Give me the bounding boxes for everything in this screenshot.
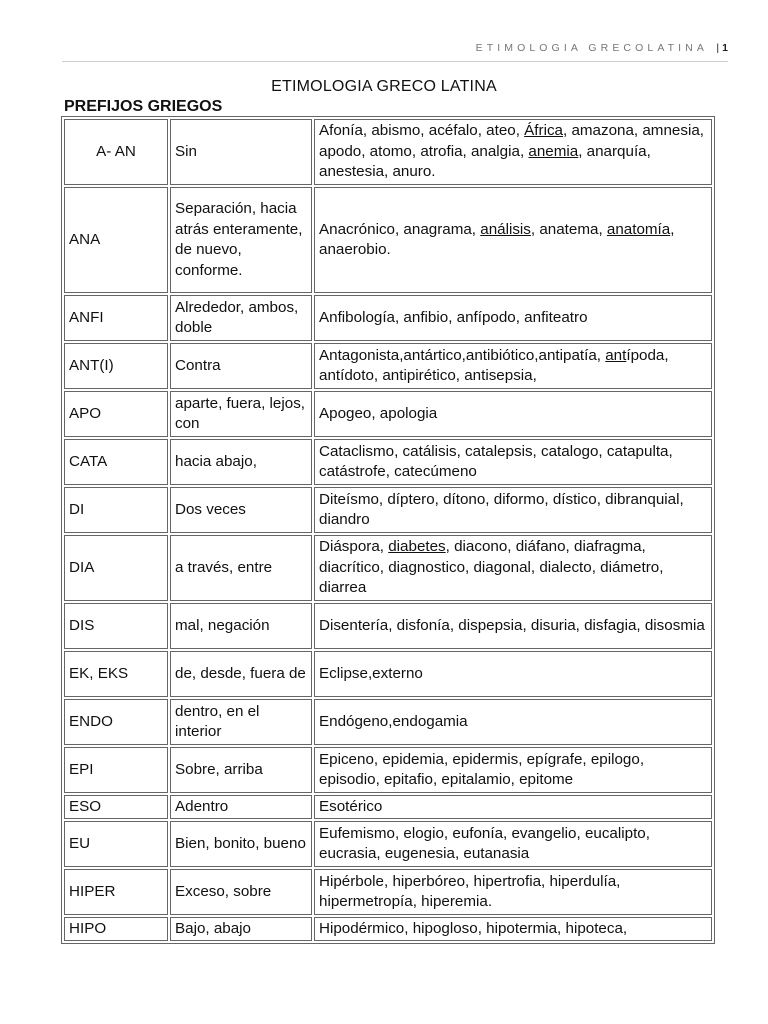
underlined-word: análisis: [480, 220, 531, 238]
examples-cell: [314, 603, 712, 649]
table-row: [64, 119, 712, 185]
table-row: [64, 699, 712, 745]
meaning-cell: a través, entre: [170, 535, 312, 601]
prefix-cell: EU: [64, 821, 168, 867]
examples-cell: [314, 439, 712, 485]
meaning-cell: aparte, fuera, lejos, con: [170, 391, 312, 437]
examples-cell: [314, 343, 712, 389]
examples-text: Eufemismo, elogio, eufonía, evangelio, eucalipto, eucrasia, eugenesia, eutanasia: [319, 824, 650, 862]
header-rule: [62, 61, 728, 62]
examples-text: Esotérico: [319, 797, 383, 815]
meaning-cell: Sin: [170, 119, 312, 185]
table-row: [64, 795, 712, 819]
table-row: [64, 603, 712, 649]
examples-text: Disentería, disfonía, dispepsia, disuria, disfagia, disosmia: [319, 616, 705, 634]
prefixes-table: [61, 116, 715, 944]
meaning-cell: Alrededor, ambos, doble: [170, 295, 312, 341]
table-row: [64, 391, 712, 437]
page-number: 1: [722, 42, 728, 54]
prefix-cell: HIPO: [64, 917, 168, 941]
examples-text: Eclipse,externo: [319, 664, 423, 682]
examples-text: , anarquía, anestesia, anuro.: [319, 142, 651, 181]
examples-text: Cataclismo, catálisis, catalepsis, catalogo, catapulta, catástrofe, catecúmeno: [319, 442, 673, 480]
running-header-separator: |: [716, 42, 720, 54]
examples-text: Epiceno, epidemia, epidermis, epígrafe, epilogo, episodio, epitafio, epitalamio, epitome: [319, 750, 645, 788]
document-title: ETIMOLOGIA GRECO LATINA: [271, 78, 497, 95]
meaning-cell: de, desde, fuera de: [170, 651, 312, 697]
prefix-cell: ANFI: [64, 295, 168, 341]
meaning-cell: Contra: [170, 343, 312, 389]
examples-cell: [314, 487, 712, 533]
prefix-cell: ESO: [64, 795, 168, 819]
prefix-cell: CATA: [64, 439, 168, 485]
meaning-cell: Dos veces: [170, 487, 312, 533]
table-row: [64, 295, 712, 341]
table-row: [64, 439, 712, 485]
examples-text: , anaerobio.: [319, 220, 675, 258]
table-row: [64, 343, 712, 389]
prefix-cell: APO: [64, 391, 168, 437]
examples-text: Hipodérmico, hipogloso, hipotermia, hipoteca,: [319, 919, 628, 937]
prefix-cell: EPI: [64, 747, 168, 793]
prefix-cell: DIS: [64, 603, 168, 649]
prefix-cell: ENDO: [64, 699, 168, 745]
examples-cell: [314, 295, 712, 341]
meaning-cell: dentro, en el interior: [170, 699, 312, 745]
table-row: [64, 535, 712, 601]
prefixes-table-body: [64, 119, 712, 941]
examples-cell: [314, 535, 712, 601]
examples-cell: [314, 651, 712, 697]
prefixes-table-container: [61, 116, 715, 944]
meaning-cell: Exceso, sobre: [170, 869, 312, 915]
table-row: [64, 487, 712, 533]
examples-cell: [314, 869, 712, 915]
prefix-cell: DIA: [64, 535, 168, 601]
meaning-cell: Adentro: [170, 795, 312, 819]
prefix-cell: EK, EKS: [64, 651, 168, 697]
meaning-cell: hacia abajo,: [170, 439, 312, 485]
meaning-cell: Sobre, arriba: [170, 747, 312, 793]
examples-text: Hipérbole, hiperbóreo, hipertrofia, hiperdulía, hipermetropía, hiperemia.: [319, 872, 621, 910]
prefix-cell: DI: [64, 487, 168, 533]
examples-text: , anatema,: [530, 220, 607, 238]
meaning-cell: Bajo, abajo: [170, 917, 312, 941]
examples-text: , amazona, amnesia, apodo, atomo, atrofia, analgia,: [319, 122, 704, 160]
examples-cell: [314, 795, 712, 819]
examples-cell: [314, 699, 712, 745]
running-header: [476, 42, 728, 54]
underlined-word: diabetes: [388, 538, 446, 556]
examples-cell: [314, 187, 712, 293]
examples-text: Anfibología, anfibio, anfípodo, anfiteatro: [319, 308, 588, 326]
prefix-cell: HIPER: [64, 869, 168, 915]
examples-cell: [314, 917, 712, 941]
examples-text: Diáspora,: [319, 538, 389, 556]
prefix-cell: ANT(I): [64, 343, 168, 389]
examples-text: ípoda, antídoto, antipirético, antisepsia,: [319, 346, 669, 384]
underlined-word: anemia: [528, 142, 579, 160]
examples-cell: [314, 821, 712, 867]
meaning-cell: Bien, bonito, bueno: [170, 821, 312, 867]
table-row: [64, 917, 712, 941]
underlined-word: anatomía: [606, 220, 671, 238]
table-row: [64, 187, 712, 293]
examples-text: Endógeno,endogamia: [319, 712, 468, 730]
prefix-cell: ANA: [64, 187, 168, 293]
examples-text: Anacrónico, anagrama,: [319, 220, 481, 238]
underlined-word: África: [524, 122, 563, 140]
examples-text: Antagonista,antártico,antibiótico,antipatía,: [319, 346, 606, 364]
examples-text: Afonía, abismo, acéfalo, ateo,: [319, 122, 525, 140]
meaning-cell: mal, negación: [170, 603, 312, 649]
examples-text: , diacono, diáfano, diafragma, diacrítico, diagnostico, diagonal, dialecto, diámetro, diarrea: [319, 538, 664, 597]
table-row: [64, 651, 712, 697]
running-header-title: ETIMOLOGIA GRECOLATINA: [475, 42, 708, 54]
underlined-word: ant: [605, 346, 627, 364]
table-row: [64, 821, 712, 867]
prefix-cell: A- AN: [64, 119, 168, 185]
meaning-cell: Separación, hacia atrás enteramente, de nuevo, conforme.: [170, 187, 312, 293]
table-row: [64, 869, 712, 915]
examples-cell: [314, 119, 712, 185]
table-row: [64, 747, 712, 793]
examples-text: Apogeo, apologia: [319, 404, 438, 422]
examples-cell: [314, 391, 712, 437]
examples-cell: [314, 747, 712, 793]
examples-text: Diteísmo, díptero, dítono, diformo, dístico, dibranquial, diandro: [319, 490, 684, 528]
section-title: PREFIJOS GRIEGOS: [64, 98, 223, 115]
